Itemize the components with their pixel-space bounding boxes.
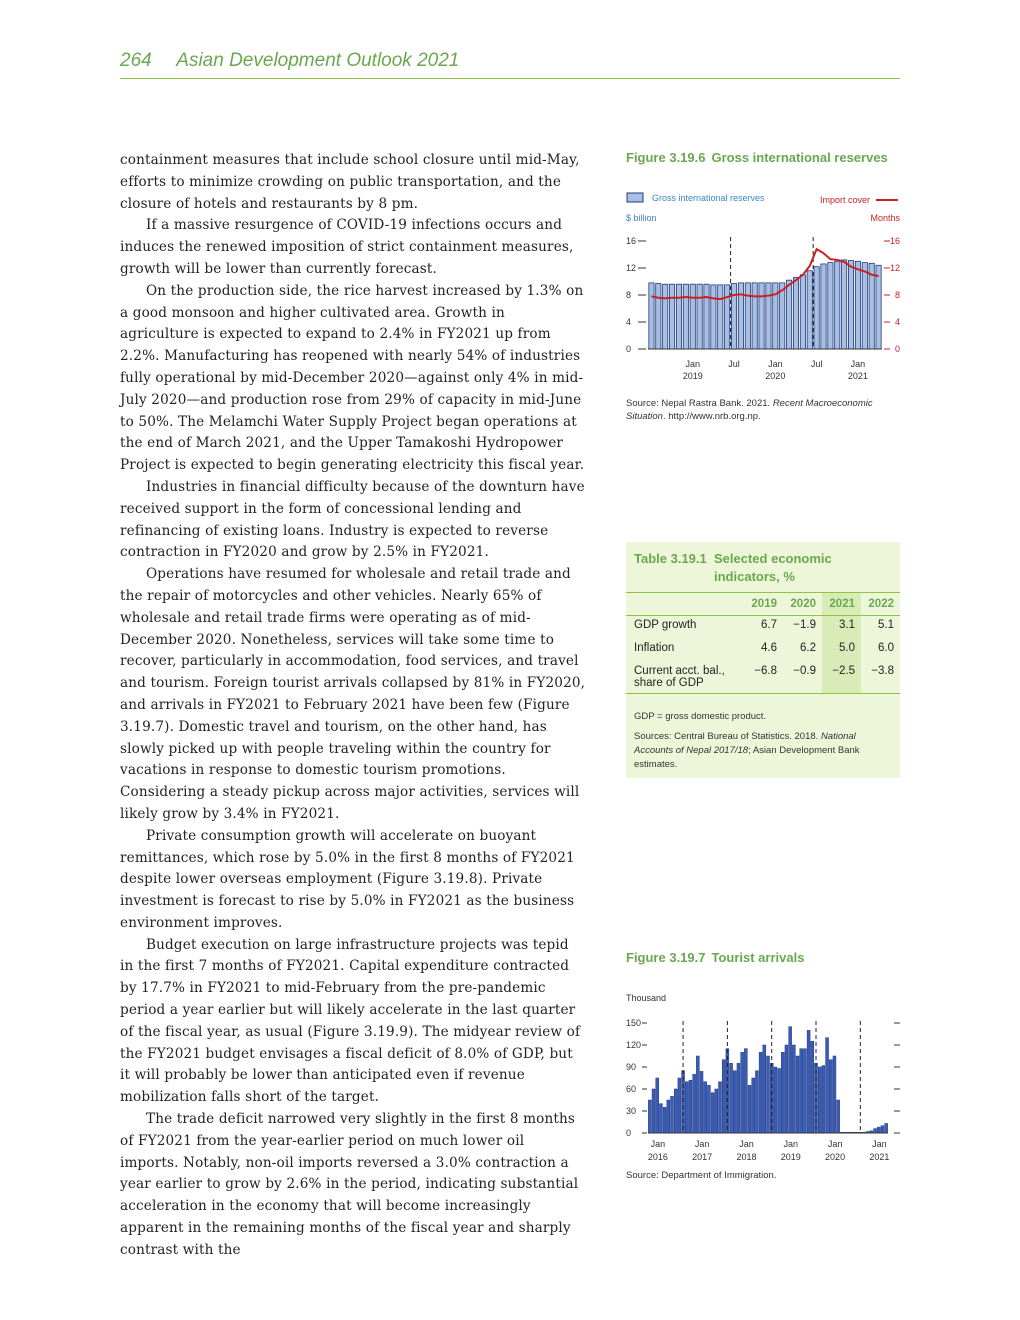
- y-axis-label-right: Months: [870, 213, 900, 223]
- reserves-bar: [690, 284, 695, 349]
- paragraph: If a massive resurgence of COVID-19 infections occurs and induces the renewed imposition of strict containment measures, growth will be lower than currently forecast.: [120, 217, 574, 277]
- indicators-table-box: [626, 542, 900, 778]
- tourist-bar: [689, 1080, 692, 1133]
- table-notes: [634, 710, 896, 772]
- tourist-bar: [648, 1100, 651, 1133]
- table-cell: 3.1: [822, 616, 861, 640]
- page-number: 264: [120, 50, 152, 71]
- reserves-bar: [793, 277, 798, 349]
- table-row: [626, 639, 900, 662]
- x-tick-month: Jan: [872, 1139, 887, 1149]
- tourist-bar: [829, 1060, 832, 1133]
- tourist-bar: [674, 1089, 677, 1133]
- reserves-bar: [649, 283, 654, 349]
- figure-source: Source: Department of Immigration.: [626, 1170, 777, 1181]
- tourist-bar: [885, 1123, 888, 1133]
- reserves-bar: [876, 265, 881, 349]
- x-tick-year: 2021: [869, 1152, 890, 1162]
- tourist-bar: [730, 1063, 733, 1133]
- reserves-bar: [766, 283, 771, 349]
- tourist-bar: [789, 1027, 792, 1133]
- col-header: 2022: [861, 593, 900, 616]
- paragraph: containment measures that include school closure until mid-May, efforts to minimize crowding on public transportation, and the closure of hotels and restaurants by 8 pm.: [120, 152, 580, 212]
- tourist-bar: [719, 1082, 722, 1133]
- y-tick-label-left: 4: [626, 317, 632, 327]
- tourist-bar: [807, 1030, 810, 1133]
- table-header-blank: [626, 593, 744, 616]
- table-cell: 6.7: [761, 619, 777, 631]
- x-tick-month: Jul: [810, 359, 823, 369]
- tourist-bar: [752, 1078, 755, 1133]
- tourist-bar: [693, 1074, 696, 1133]
- reserves-bar: [848, 261, 853, 349]
- tourist-bar: [744, 1049, 747, 1133]
- y-tick-label: 120: [626, 1040, 642, 1050]
- reserves-bar: [869, 263, 874, 349]
- reserves-bar: [807, 271, 812, 349]
- table-row: [626, 662, 900, 694]
- tourist-bar: [711, 1093, 714, 1133]
- reserves-bar: [704, 284, 709, 349]
- tourist-bar: [811, 1041, 814, 1133]
- tourist-bar: [671, 1096, 674, 1133]
- figure-title: [626, 150, 900, 165]
- y-tick-label-right: 0: [894, 344, 900, 354]
- tourist-bar: [792, 1045, 795, 1133]
- y-tick-label-right: 16: [889, 236, 900, 246]
- source-url: . http://www.nrb.org.np.: [662, 411, 761, 422]
- tourist-bar: [659, 1104, 662, 1133]
- figure-title: [626, 950, 900, 965]
- table-cell: −3.8: [861, 662, 900, 694]
- tourist-bar: [737, 1063, 740, 1133]
- paragraph: Private consumption growth will accelerate on buoyant remittances, which rose by 5.0% in the first 8 months of FY2021 despite lower overseas employment (Figure 3.19.8). Private investment is forecast to rise by 5.0% in FY2021 as the business environment improves.: [120, 827, 575, 931]
- reserves-bar: [800, 275, 805, 349]
- tourist-bar: [700, 1071, 703, 1133]
- reserves-bar: [780, 283, 785, 349]
- table-cell: 4.6: [761, 642, 777, 654]
- table-cell: −0.9: [783, 662, 822, 694]
- y-tick-label: 90: [626, 1062, 637, 1072]
- running-title: Asian Development Outlook 2021: [176, 50, 460, 71]
- table-number: Table 3.19.1: [634, 551, 707, 566]
- y-tick-label: 0: [626, 1128, 632, 1138]
- table-title: [634, 550, 894, 586]
- tourist-bar: [877, 1127, 880, 1133]
- running-header: [120, 50, 900, 79]
- col-header: 2019: [744, 593, 783, 616]
- legend-bar-label: Gross international reserves: [652, 193, 765, 203]
- figure-tourist-arrivals: [626, 950, 900, 1182]
- y-tick-label-right: 8: [894, 290, 900, 300]
- reserves-bar: [656, 284, 661, 349]
- table-cell: 5.0: [822, 639, 861, 662]
- x-tick-month: Jan: [827, 1139, 843, 1149]
- reserves-bar: [683, 284, 688, 349]
- y-tick-label-right: 4: [894, 317, 900, 327]
- tourist-bar: [707, 1085, 710, 1133]
- table-header-row: [626, 593, 900, 616]
- col-header: 2021: [822, 593, 861, 616]
- x-tick-year: 2018: [736, 1152, 757, 1162]
- table-cell: 6.2: [800, 642, 816, 654]
- paragraph: The trade deficit narrowed very slightly in the first 8 months of FY2021 from the year-earlier period on much lower oil imports. Notably, non-oil imports reversed a 3.0% contraction a year earlier to grow by 2.6% in the period, indicating substantial acceleration in the economy that will become increasingly apparent in the remaining months of the fiscal year and sharply contrast with the: [120, 1111, 579, 1258]
- tourist-bar: [663, 1107, 666, 1133]
- table-note: GDP = gross domestic product.: [634, 711, 767, 722]
- y-tick-label-left: 0: [626, 344, 632, 354]
- tourist-bar: [774, 1067, 777, 1133]
- reserves-bar: [731, 284, 736, 349]
- paragraph: Operations have resumed for wholesale and retail trade and the repair of motorcycles and other vehicles. Nearly 65% of wholesale and retail trade firms were operating as of mid-December 2020. Nonetheless, services will take some time to recover, particularly in accommodation, food services, and travel and tourism. Foreign tourist arrivals collapsed by 81% in FY2020, and arrivals in FY2021 to February 2021 have been few (Figure 3.19.7). Domestic travel and tourism, on the other hand, has slowly picked up with people traveling within the country for vacations in response to domestic tourism promotions. Considering a steady pickup across major activities, services will likely grow by 3.4% in FY2021.: [120, 566, 586, 822]
- y-tick-label: 150: [626, 1018, 642, 1028]
- table-cell: −6.8: [744, 662, 783, 694]
- paragraph: Budget execution on large infrastructure projects was tepid in the first 7 months of FY2021. Capital expenditure contracted by 17.7% in FY2021 to mid-February from the pre-pandemic period a year earlier but will likely accelerate in the last quarter of the fiscal year, as usual (Figure 3.19.9). The midyear review of the FY2021 budget envisages a fiscal deficit of 8.0% of GDP, but it will probably be lower than anticipated even if revenue mobilization falls short of the target.: [120, 936, 581, 1106]
- y-axis-label: Thousand: [626, 993, 667, 1003]
- tourist-bar: [800, 1049, 803, 1133]
- reserves-bar: [814, 267, 819, 349]
- tourist-bar: [803, 1049, 806, 1133]
- y-tick-label: 60: [626, 1084, 637, 1094]
- x-tick-month: Jan: [650, 1139, 666, 1149]
- tourist-bar: [696, 1056, 699, 1133]
- x-tick-year: 2020: [765, 371, 786, 381]
- tourist-bar: [704, 1082, 707, 1133]
- reserves-chart: [626, 169, 900, 389]
- tourist-bar: [822, 1066, 825, 1133]
- col-header: 2020: [783, 593, 822, 616]
- tourist-bar: [767, 1056, 770, 1133]
- figure-caption: Gross international reserves: [711, 150, 888, 165]
- y-tick-label-left: 12: [626, 263, 637, 273]
- x-tick-month: Jan: [694, 1139, 710, 1149]
- tourist-bar: [678, 1078, 681, 1133]
- row-label-line1: Current acct. bal.,: [634, 665, 725, 677]
- table-cell: −2.5: [822, 662, 861, 694]
- figure-number: Figure 3.19.6: [626, 150, 706, 165]
- table-cell: 5.1: [878, 619, 894, 631]
- tourist-bar: [796, 1056, 799, 1133]
- tourist-bar: [656, 1078, 659, 1133]
- tourist-bar: [826, 1038, 829, 1133]
- figure-source: [626, 397, 900, 423]
- table-source-rest: ; Asian Development Bank estimates.: [634, 745, 860, 770]
- x-tick-month: Jan: [768, 359, 783, 369]
- y-tick-label-left: 8: [626, 290, 632, 300]
- table-cell: 6.0: [878, 642, 894, 654]
- reserves-bar: [711, 285, 716, 349]
- tourist-bar: [763, 1045, 766, 1133]
- x-tick-year: 2016: [647, 1152, 668, 1162]
- tourist-bar: [833, 1056, 836, 1133]
- tourist-bar: [781, 1052, 784, 1133]
- y-axis-label-left: $ billion: [626, 213, 657, 223]
- tourist-bar: [741, 1052, 744, 1133]
- tourist-bar: [881, 1126, 884, 1133]
- reserves-bar: [676, 284, 681, 349]
- table-cell: −1.9: [793, 619, 816, 631]
- row-label: GDP growth: [634, 619, 697, 631]
- table-source-text: Sources: Central Bureau of Statistics. 2018.: [634, 731, 821, 742]
- reserves-bar: [842, 260, 847, 349]
- legend-line-label: Import cover: [819, 195, 870, 205]
- legend-bar-swatch: [627, 193, 643, 202]
- indicators-table: [626, 592, 900, 694]
- x-tick-month: Jan: [685, 359, 700, 369]
- table-row: [626, 616, 900, 640]
- reserves-bar: [855, 261, 860, 349]
- y-tick-label-left: 16: [626, 236, 637, 246]
- figure-number: Figure 3.19.7: [626, 950, 706, 965]
- reserves-bar: [786, 280, 791, 349]
- x-tick-year: 2021: [847, 371, 868, 381]
- x-tick-year: 2020: [825, 1152, 846, 1162]
- x-tick-month: Jan: [739, 1139, 754, 1149]
- reserves-bar: [862, 263, 867, 349]
- tourist-bar: [818, 1067, 821, 1133]
- tourist-bar: [748, 1085, 751, 1133]
- reserves-bar: [759, 283, 764, 349]
- source-title: Recent Macroeconomic Situation: [626, 398, 873, 422]
- paragraph: On the production side, the rice harvest increased by 1.3% on a good monsoon and higher cultivated area. Growth in agriculture is expected to expand to 2.4% in FY2021 up from 2.2%. Manufacturing has reopened with nearly 54% of industries fully operational by mid-December 2020—against only 4% in mid-July 2020—and production rose from 29% of capacity in mid-June to 50%. The Melamchi Water Supply Project began operations at the end of March 2021, and the Upper Tamakoshi Hydropower Project is expected to begin generating electricity this fiscal year.: [120, 282, 585, 474]
- y-tick-label: 30: [626, 1106, 637, 1116]
- reserves-bar: [821, 264, 826, 349]
- tourist-bar: [652, 1089, 655, 1133]
- tourist-bar: [874, 1129, 877, 1133]
- reserves-bar: [835, 261, 840, 349]
- row-label: Inflation: [634, 642, 675, 654]
- row-label-line2: share of GDP: [634, 677, 704, 689]
- reserves-bar: [697, 284, 702, 349]
- table-source: [634, 730, 896, 772]
- tourist-bar: [778, 1068, 781, 1133]
- tourist-bar: [722, 1060, 725, 1133]
- reserves-bar: [663, 284, 668, 349]
- reserves-bar: [745, 283, 750, 349]
- reserves-bar: [752, 283, 757, 349]
- x-tick-year: 2019: [682, 371, 703, 381]
- body-column: [120, 150, 586, 1262]
- source-text: Source: Nepal Rastra Bank. 2021.: [626, 398, 773, 409]
- reserves-bar: [718, 285, 723, 349]
- row-label: [626, 662, 744, 694]
- tourist-bar: [785, 1045, 788, 1133]
- tourist-bar: [733, 1071, 736, 1133]
- figure-caption: Tourist arrivals: [711, 950, 805, 965]
- table-caption-2: indicators, %: [714, 569, 795, 584]
- tourist-bar: [715, 1089, 718, 1133]
- tourist-bar: [755, 1071, 758, 1133]
- table-caption-1: Selected economic: [714, 551, 832, 566]
- tourist-chart: [626, 969, 900, 1165]
- reserves-bar: [669, 284, 674, 349]
- x-tick-year: 2019: [780, 1152, 801, 1162]
- table-source-title: National Accounts of Nepal 2017/18: [634, 731, 856, 756]
- reserves-bar: [725, 285, 730, 349]
- y-tick-label-right: 12: [889, 263, 900, 273]
- x-tick-month: Jan: [783, 1139, 799, 1149]
- paragraph: Industries in financial difficulty because of the downturn have received support in the form of concessional lending and refinancing of existing loans. Industry is expected to reverse contraction in FY2020 and grow by 2.5% in FY2021.: [120, 478, 585, 561]
- tourist-bar: [685, 1082, 688, 1133]
- reserves-bar: [738, 283, 743, 349]
- tourist-bar: [667, 1100, 670, 1133]
- reserves-bar: [828, 263, 833, 349]
- x-tick-year: 2017: [692, 1152, 713, 1162]
- tourist-bar: [837, 1100, 840, 1133]
- figure-gross-reserves: [626, 150, 900, 423]
- x-tick-month: Jan: [850, 359, 866, 369]
- x-tick-month: Jul: [728, 359, 740, 369]
- tourist-bar: [759, 1052, 762, 1133]
